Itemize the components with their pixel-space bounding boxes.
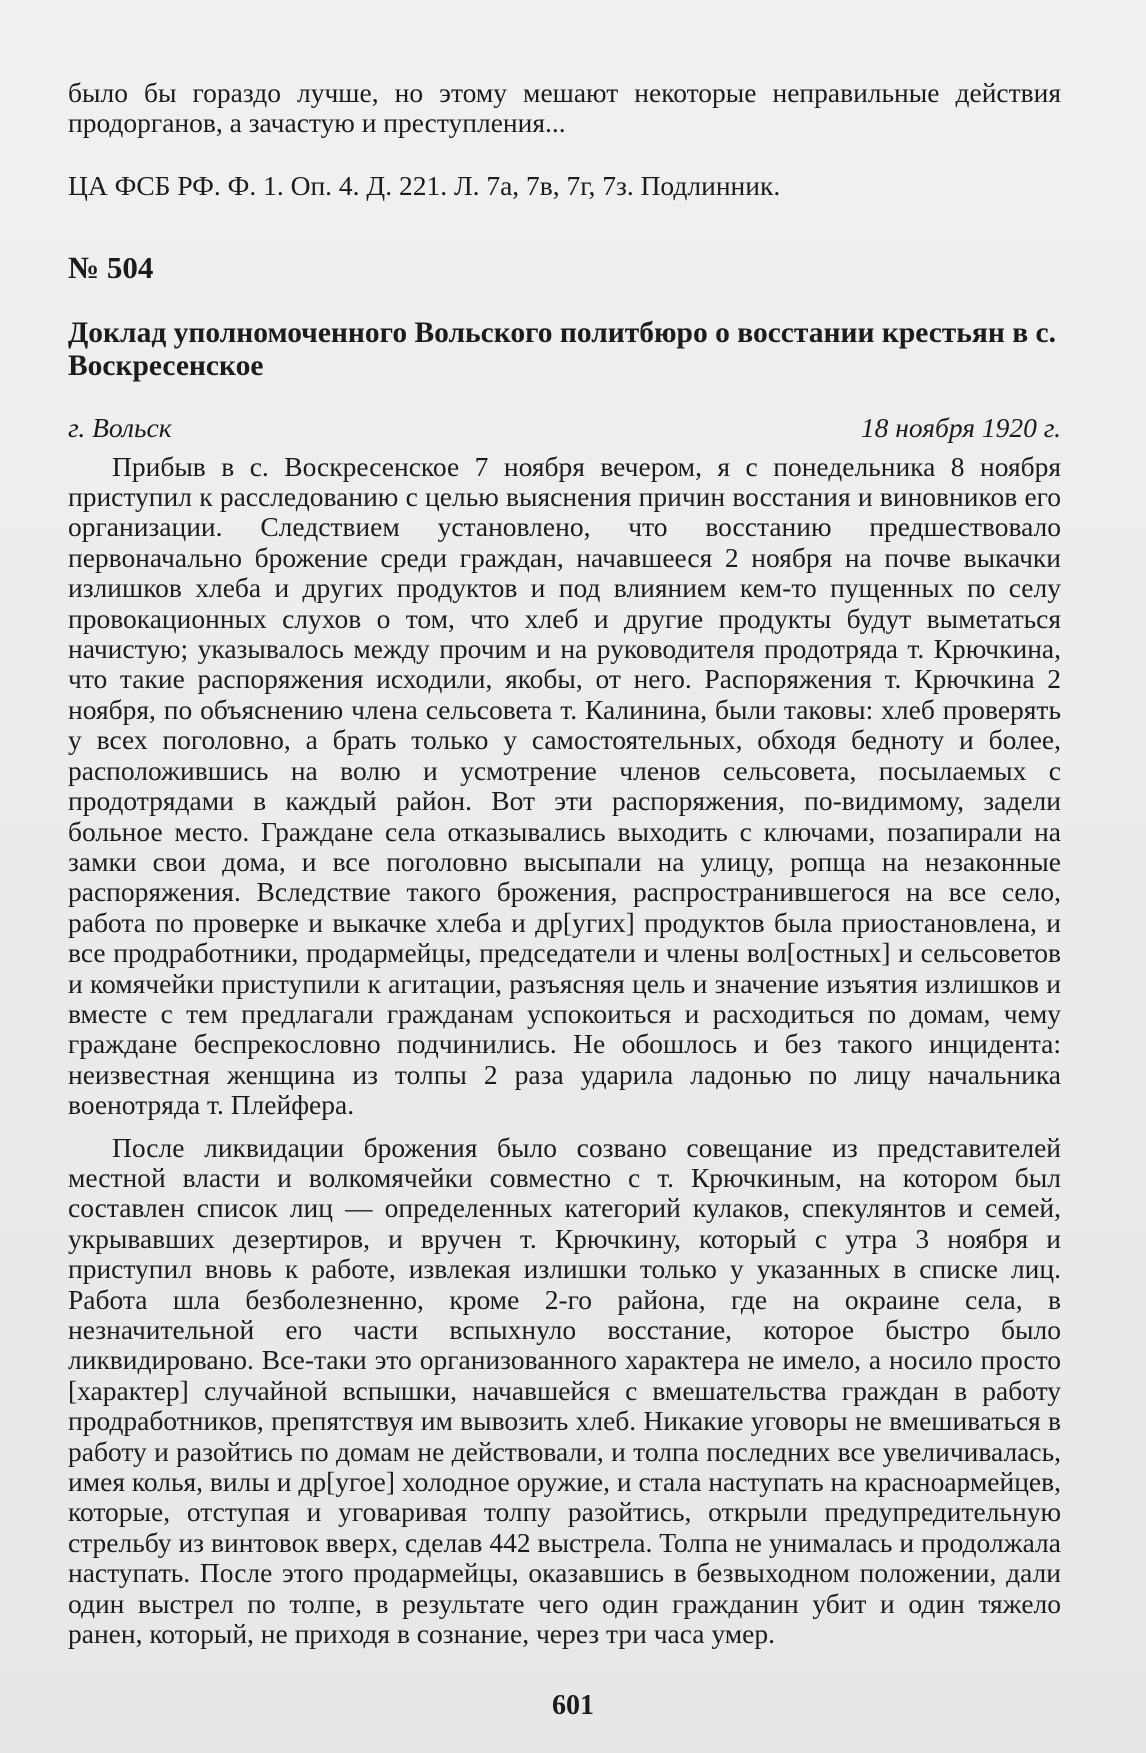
dateline — [68, 413, 1061, 443]
page-content — [68, 78, 1061, 1649]
document-place: г. Вольск — [68, 412, 172, 444]
intro-text: было бы гораздо лучше, но этому мешают некоторые неправильные действия продорганов, а зачастую и преступления... — [68, 77, 1061, 139]
document-number: № 504 — [68, 250, 154, 286]
archive-source-line: ЦА ФСБ РФ. Ф. 1. Оп. 4. Д. 221. Л. 7а, 7в, 7г, 7з. Подлинник. — [68, 169, 781, 201]
page-number: 601 — [552, 1690, 594, 1721]
body-paragraph: Прибыв в с. Воскресенское 7 ноября вечером, я с понедельника 8 ноября приступил к расследованию с целью выяснения причин восстания и виновников его организации. Следствием установлено, что восстанию предшествовало первоначально брожение среди граждан, начавшееся 2 ноября на почве выкачки излишков хлеба и других продуктов и под влиянием кем-то пущенных по селу провокационных слухов о том, что хлеб и другие продукты будут выметаться начистую; указывалось между прочим и на руководителя продотряда т. Крючкина, что такие распоряжения исходили, якобы, от него. Распоряжения т. Крючкина 2 ноября, по объяснению члена сельсовета т. Калинина, были таковы: хлеб проверять у всех поголовно, а брать только у самостоятельных, обходя бедноту и более, расположившись на волю и усмотрение членов сельсовета, посылаемых с продотрядами в каждый район. Вот эти распоряжения, по-видимому, задели больное место. Граждане села отказывались выходить с ключами, позапирали на замки свои дома, и все поголовно высыпали на улицу, ропща на незаконные распоряжения. Вследствие такого брожения, распространившегося на все село, работа по проверке и выкачке хлеба и др[угих] продуктов была приостановлена, и все продработники, продармейцы, председатели и члены вол[остных] и сельсоветов и комячейки приступили к агитации, разъясняя цель и значение изъятия излишков и вместе с тем предлагали гражданам успокоиться и расходиться по домам, чему граждане беспрекословно подчинились. Не обошлось и без такого инцидента: неизвестная женщина из толпы 2 раза ударила ладонью по лицу начальника военотряда т. Плейфера. — [68, 450, 1061, 1121]
body-paragraph: После ликвидации брожения было созвано совещание из представителей местной власти и волкомячейки совместно с т. Крючкиным, на котором был составлен список лиц — определенных категорий кулаков, спекулянтов и семей, укрывавших дезертиров, и вручен т. Крючкину, который с утра 3 ноября и приступил вновь к работе, извлекая излишки только у указанных в списке лиц. Работа шла безболезненно, кроме 2-го района, где на окраине села, в незначительной его части вспыхнуло восстание, которое быстро было ликвидировано. Все-таки это организованного характера не имело, а носило просто [характер] случайной вспышки, начавшейся с вмешательства граждан в работу продработников, препятствуя им вывозить хлеб. Никакие уговоры не вмешиваться в работу и разойтись по домам не действовали, и толпа последних все увеличивалась, имея колья, вилы и др[угое] холодное оружие, и стала наступать на красноармейцев, которые, отступая и уговаривая толпу разойтись, открыли предупредительную стрельбу из винтовок вверх, сделав 442 выстрела. Толпа не унималась и продолжала наступать. После этого продармейцы, оказавшись в безвыходном положении, дали один выстрел по толпе, в результате чего один гражданин убит и один тяжело ранен, который, не приходя в сознание, через три часа умер. — [68, 1131, 1061, 1650]
document-title: Доклад уполномоченного Вольского политбюро о восстании крестьян в с. Воскресенское — [68, 317, 1056, 383]
document-date: 18 ноября 1920 г. — [860, 412, 1061, 444]
